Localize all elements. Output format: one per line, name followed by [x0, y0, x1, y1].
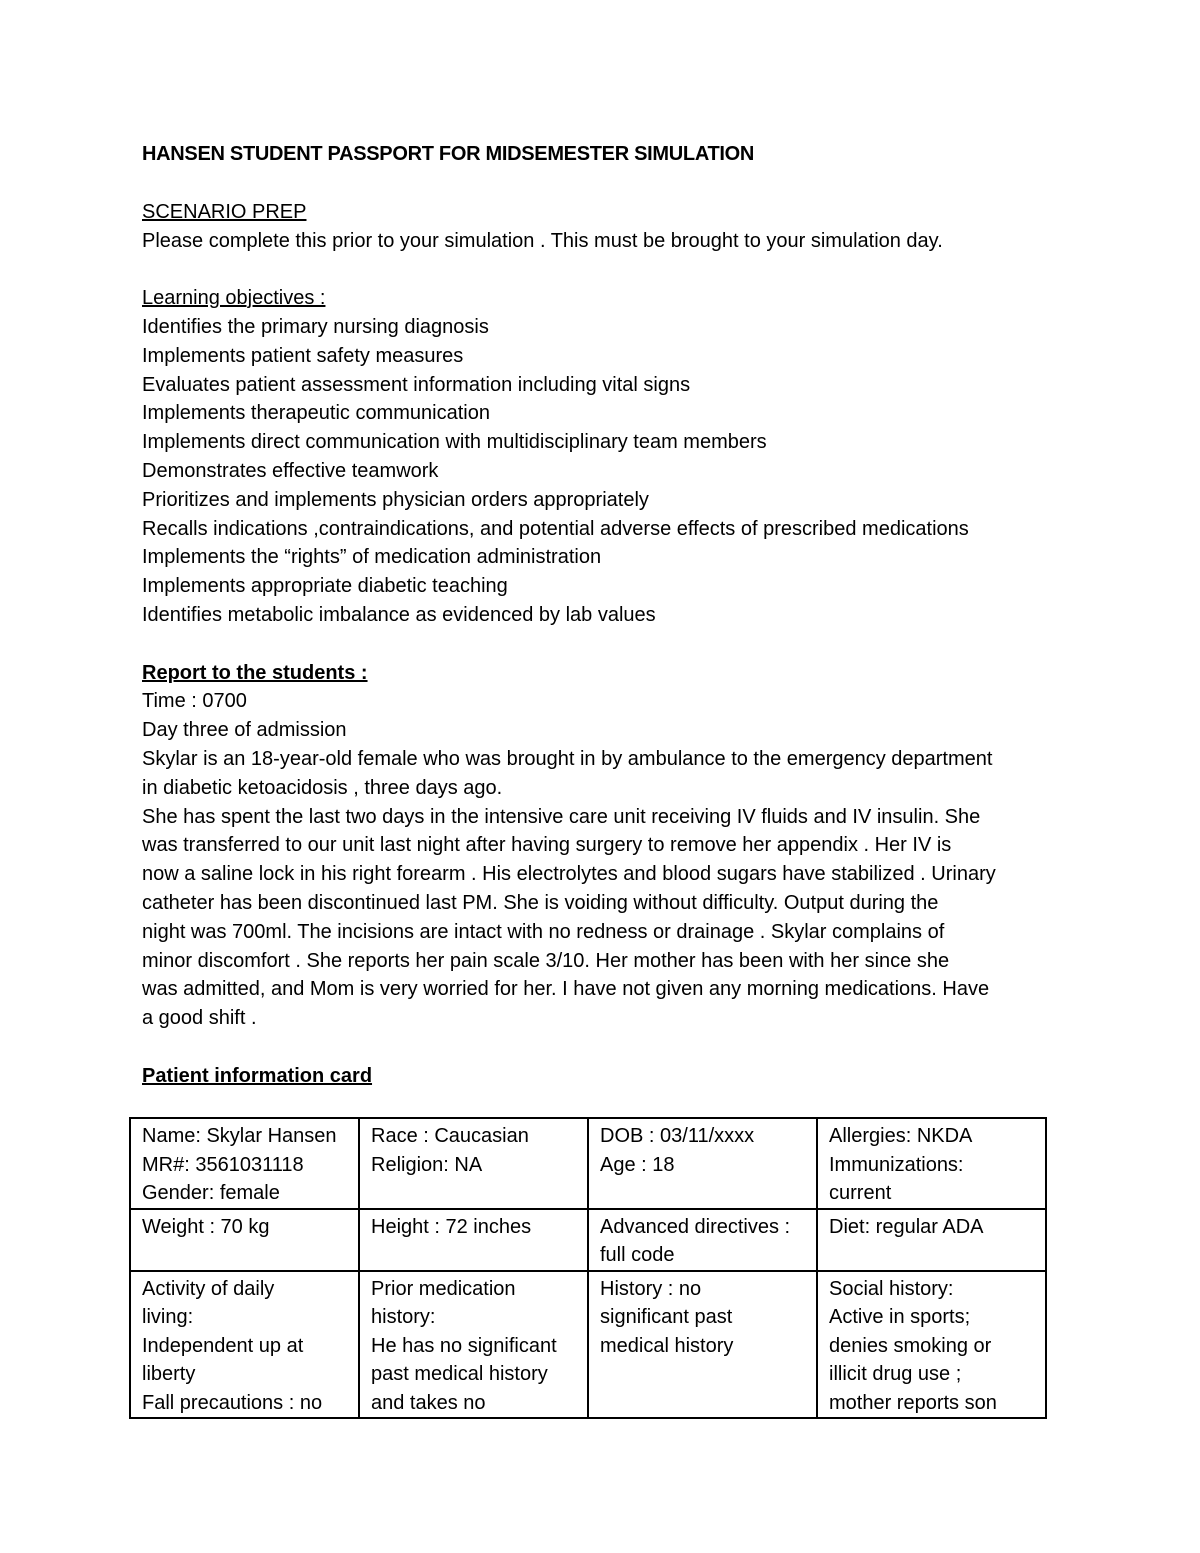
list-item: Implements therapeutic communication — [142, 402, 490, 425]
table-cell — [588, 1271, 817, 1419]
cell-line: significant past — [600, 1306, 733, 1328]
cell-line: Activity of daily — [142, 1277, 275, 1300]
table-cell — [817, 1209, 1046, 1271]
list-item: Prioritizes and implements physician orders appropriately — [142, 488, 649, 511]
cell-line: full code — [600, 1244, 675, 1266]
report-line: was transferred to our unit last night after having surgery to remove her appendix . Her IV is — [142, 834, 952, 857]
table-cell — [130, 1209, 359, 1271]
cell-line: He has no significant — [371, 1334, 557, 1357]
cell-line: Allergies: NKDA — [829, 1125, 973, 1147]
cell-line: MR#: 3561031118 — [142, 1153, 304, 1176]
list-item: Implements appropriate diabetic teaching — [142, 575, 508, 598]
cell-line: Immunizations: — [829, 1153, 964, 1176]
list-item: Implements patient safety measures — [142, 344, 464, 367]
cell-line: current — [829, 1182, 892, 1204]
table-cell — [359, 1271, 588, 1419]
learning-objectives-list — [142, 313, 1072, 630]
cell-line: Gender: female — [142, 1182, 280, 1204]
cell-line: Prior medication — [371, 1277, 516, 1300]
cell-line: History : no — [600, 1277, 702, 1300]
report-line: catheter has been discontinued last PM. She is voiding without difficulty. Output during the — [142, 891, 939, 914]
cell-line: illicit drug use ; — [829, 1363, 962, 1385]
report-line: was admitted, and Mom is very worried for her. I have not given any morning medications. Have — [142, 978, 990, 1001]
learning-objectives-heading: Learning objectives : — [142, 287, 326, 310]
list-item: Recalls indications ,contraindications, and potential adverse effects of prescribed medications — [142, 517, 969, 540]
report-line: Skylar is an 18-year-old female who was brought in by ambulance to the emergency department — [142, 747, 993, 770]
table-cell — [588, 1118, 817, 1209]
cell-line: Height : 72 inches — [371, 1215, 532, 1238]
list-item: Identifies metabolic imbalance as evidenced by lab values — [142, 603, 656, 626]
report-line: night was 700ml. The incisions are intact with no redness or drainage . Skylar complains of — [142, 920, 945, 943]
list-item: Implements the “rights” of medication administration — [142, 546, 602, 569]
report-line: now a saline lock in his right forearm . His electrolytes and blood sugars have stabilized . Urinary — [142, 863, 996, 886]
cell-line: past medical history — [371, 1363, 548, 1385]
cell-line: Independent up at — [142, 1334, 304, 1357]
cell-line: mother reports son — [829, 1391, 997, 1414]
cell-line: and takes no — [371, 1391, 486, 1414]
table-cell — [817, 1271, 1046, 1419]
document-page — [142, 140, 1072, 1091]
cell-line: history: — [371, 1306, 436, 1328]
cell-line: Weight : 70 kg — [142, 1215, 270, 1238]
spacer — [142, 255, 1072, 284]
list-item: Implements direct communication with multidisciplinary team members — [142, 431, 767, 454]
cell-line: medical history — [600, 1334, 734, 1357]
cell-line: Race : Caucasian — [371, 1125, 529, 1147]
scenario-prep-heading: SCENARIO PREP — [142, 200, 307, 223]
report-line: in diabetic ketoacidosis , three days ago. — [142, 776, 503, 799]
spacer — [142, 630, 1072, 659]
table-cell — [130, 1118, 359, 1209]
table-cell — [130, 1271, 359, 1419]
report-body — [142, 745, 1072, 1033]
report-time: Time : 0700 — [142, 690, 247, 713]
spacer — [142, 1033, 1072, 1062]
cell-line: Age : 18 — [600, 1153, 675, 1176]
cell-line: Diet: regular ADA — [829, 1215, 984, 1238]
cell-line: Advanced directives : — [600, 1215, 791, 1238]
cell-line: denies smoking or — [829, 1334, 992, 1357]
patient-card-heading: Patient information card — [142, 1064, 373, 1087]
table-cell — [817, 1118, 1046, 1209]
list-item: Evaluates patient assessment information including vital signs — [142, 373, 691, 396]
report-line: minor discomfort . She reports her pain scale 3/10. Her mother has been with her since she — [142, 949, 950, 972]
report-line: a good shift . — [142, 1007, 257, 1030]
report-heading: Report to the students : — [142, 661, 368, 684]
cell-line: Fall precautions : no — [142, 1391, 323, 1414]
report-day: Day three of admission — [142, 719, 347, 742]
table-cell — [359, 1209, 588, 1271]
list-item: Identifies the primary nursing diagnosis — [142, 315, 489, 338]
cell-line: Name: Skylar Hansen — [142, 1125, 337, 1147]
cell-line: liberty — [142, 1363, 196, 1385]
table-row — [130, 1271, 1046, 1419]
table-cell — [359, 1118, 588, 1209]
list-item: Demonstrates effective teamwork — [142, 459, 439, 482]
scenario-prep-instruction: Please complete this prior to your simulation . This must be brought to your simulation day. — [142, 229, 943, 252]
cell-line: DOB : 03/11/xxxx — [600, 1125, 755, 1147]
cell-line: Active in sports; — [829, 1306, 971, 1328]
report-line: She has spent the last two days in the intensive care unit receiving IV fluids and IV insulin. She — [142, 805, 981, 828]
patient-info-table — [129, 1117, 1047, 1419]
table-row — [130, 1118, 1046, 1209]
document-title: HANSEN STUDENT PASSPORT FOR MIDSEMESTER SIMULATION — [142, 143, 755, 165]
cell-line: Religion: NA — [371, 1153, 483, 1176]
table-cell — [588, 1209, 817, 1271]
cell-line: Social history: — [829, 1277, 954, 1300]
cell-line: living: — [142, 1306, 194, 1328]
table-row — [130, 1209, 1046, 1271]
